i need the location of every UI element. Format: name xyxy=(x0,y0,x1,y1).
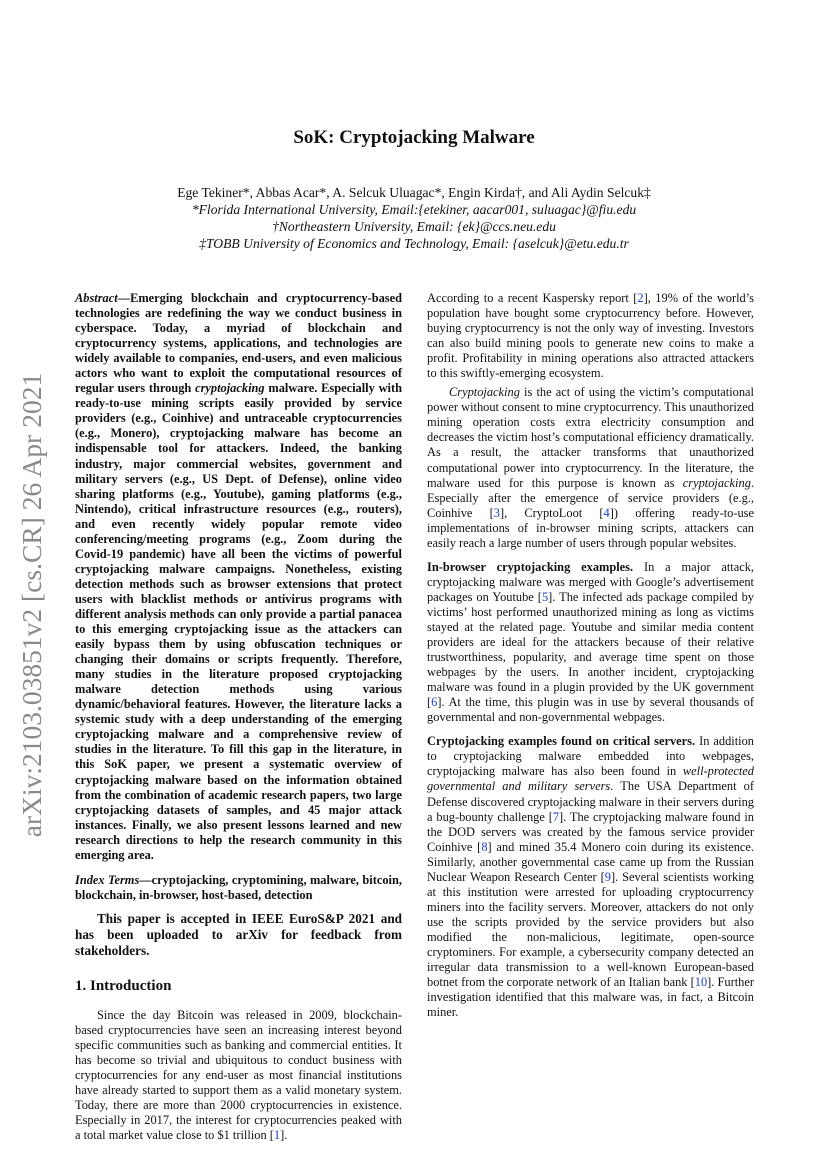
citation-link[interactable]: 9 xyxy=(604,869,611,884)
citation-link[interactable]: 4 xyxy=(603,505,610,520)
arxiv-stamp xyxy=(2,365,62,845)
paragraph-definition: Cryptojacking is the act of using the victim’s computational power without consent to mine cryptocurrency. This unauthorized mining operation costs extra electricity consumption and decreases the victim host’s computational efficiency dramatically. As a result, the attacker transforms that unauthorized computational power into cryptocurrency. In the literature, the malware used for this purpose is known as cryptojacking. Especially after the emergence of service providers (e.g., Coinhive [3], CryptoLoot [4]) offering ready-to-use implementations of in-browser mining scripts, attackers can easily reach a large number of users through popular websites. xyxy=(427,385,755,550)
runin-heading: In-browser cryptojacking examples. xyxy=(427,559,634,574)
abstract-label: Abstract xyxy=(75,291,118,305)
authors-line: Ege Tekiner*, Abbas Acar*, A. Selcuk Uluagac*, Engin Kirda†, and Ali Aydin Selcuk‡ xyxy=(177,185,651,200)
abstract: Abstract—Emerging blockchain and cryptocurrency-based technologies are redefining the way we conduct business in cyberspace. Today, a myriad of blockchain and cryptocurrency systems, applications, and technologies are widely available to companies, end-users, and even malicious actors who want to exploit the computational resources of regular users through cryptojacking malware. Especially with ready-to-use mining scripts easily provided by service providers (e.g., Coinhive) and untraceable cryptocurrencies (e.g., Monero), cryptojacking malware has become an indispensable tool for attackers. Indeed, the banking industry, major commercial websites, government and military servers (e.g., US Dept. of Defense), online video sharing platforms (e.g., Youtube), gaming platforms (e.g., Nintendo), critical infrastructure resources (e.g., routers), and even recently widely popular remote video conferencing/meeting programs (e.g., Zoom during the Covid-19 pandemic) have all been the victims of powerful cryptojacking malware campaigns. Nonetheless, existing detection methods such as browser extensions that protect users with blacklist methods or antivirus programs with different analysis methods can only provide a partial panacea to this emerging cryptojacking issue as the attackers can easily bypass them by using obfuscation techniques or changing their domains or scripts frequently. Therefore, many studies in the literature proposed cryptojacking malware detection methods using various dynamic/behavioral features. However, the literature lacks a systemic study with a deep understanding of the emerging cryptojacking malware and a comprehensive review of studies in the literature. To fill this gap in the literature, in this SoK paper, we present a systematic overview of cryptojacking malware based on the information obtained from the combination of academic research papers, two large cryptojacking datasets of samples, and 45 major attack instances. Finally, we also present lessons learned and new research directions to help the research community in this emerging area. xyxy=(75,291,402,862)
citation-link[interactable]: 1 xyxy=(273,1128,281,1143)
acceptance-note: This paper is accepted in IEEE EuroS&P 2021 and has been uploaded to arXiv for feedback from stakeholders. xyxy=(75,910,402,958)
right-column xyxy=(427,291,754,1020)
affiliation-1: *Florida International University, Email:{etekiner, aacar001, suluagac}@fiu.edu xyxy=(191,202,637,217)
affiliation-2: †Northeastern University, Email: {ek}@ccs.neu.edu xyxy=(272,219,556,234)
author-block xyxy=(0,184,828,252)
index-terms-label: Index Terms xyxy=(75,872,140,887)
citation-link[interactable]: 8 xyxy=(481,839,488,854)
intro-paragraph: Since the day Bitcoin was released in 2009, blockchain-based cryptocurrencies have seen an increasing interest beyond specific communities such as banking and commercial entities. It has become so trivial and ubiquitous to conduct business with cryptocurrencies for any end-user as most financial institutions have already started to support them as a valid monetary system. Today, there are more than 2000 cryptocurrencies in existence. Especially in 2017, the interest for cryptocurrencies peaked with a total market value close to $1 trillion [1]. xyxy=(75,1007,402,1143)
citation-link[interactable]: 5 xyxy=(541,589,549,604)
paragraph-kaspersky: According to a recent Kaspersky report [2], 19% of the world’s population have bought some cryptocurrency before. However, buying cryptocurrency is not the only way of investing. Investors can also build mining pools to generate new coins to make a profit. Profitability in mining operations also attracted attackers to this swiftly-emerging ecosystem. xyxy=(427,291,754,381)
section-heading: 1. Introduction xyxy=(75,977,172,994)
arxiv-stamp-text: arXiv:2103.03851v2 [cs.CR] 26 Apr 2021 xyxy=(16,372,47,838)
citation-link[interactable]: 3 xyxy=(493,505,500,520)
citation-link[interactable]: 10 xyxy=(694,975,708,990)
citation-link[interactable]: 2 xyxy=(637,291,644,305)
paragraph-critical-servers: Cryptojacking examples found on critical servers. In addition to cryptojacking malware embedded into webpages, cryptojacking malware has also been found in well-protected governmental and military servers. The USA Department of Defense discovered cryptojacking malware in their servers during a bug-bounty challenge [7]. The cryptojacking malware found in the DOD servers was created by the famous service provider Coinhive [8] and mined 35.4 Monero coin during its existence. Similarly, another governmental case came up from the Russian Nuclear Weapon Research Center [9]. Several scientists working at this institution were arrested for uploading cryptocurrency miners into the facility servers. Moreover, attackers do not only use the scripts provided by the service providers but also modified the non-malicious, legitimate, open-source cryptominers. For example, a cybersecurity company detected an irregular data transmission to a well-known European-based botnet from the corporate network of an Italian bank [10]. Further investigation identified that this malware was, in fact, a Bitcoin miner. xyxy=(427,734,755,1020)
paragraph-in-browser: In-browser cryptojacking examples. In a major attack, cryptojacking malware was merged with Google’s advertisement packages on Youtube [5]. The infected ads package compiled by victims’ host performed unauthorized mining as long as victims stayed at the related page. Youtube and similar media content providers are ideal for the attackers because of their relative trustworthiness, popularity, and average time spent on those webpages by the users. In another incident, cryptojacking malware was found in a plugin provided by the UK government [6]. At the time, this plugin was in use by several thousands of governmental and non-governmental webpages. xyxy=(427,559,754,725)
runin-heading: Cryptojacking examples found on critical servers. xyxy=(427,734,696,749)
index-terms: Index Terms—cryptojacking, cryptomining, malware, bitcoin, blockchain, in-browser, host-based, detection xyxy=(75,872,402,902)
citation-link[interactable]: 7 xyxy=(552,809,560,824)
citation-link[interactable]: 6 xyxy=(431,695,438,710)
paper-title: SoK: Cryptojacking Malware xyxy=(293,127,535,148)
left-column xyxy=(75,291,402,1143)
affiliation-3: ‡TOBB University of Economics and Technology, Email: {aselcuk}@etu.edu.tr xyxy=(199,236,629,251)
